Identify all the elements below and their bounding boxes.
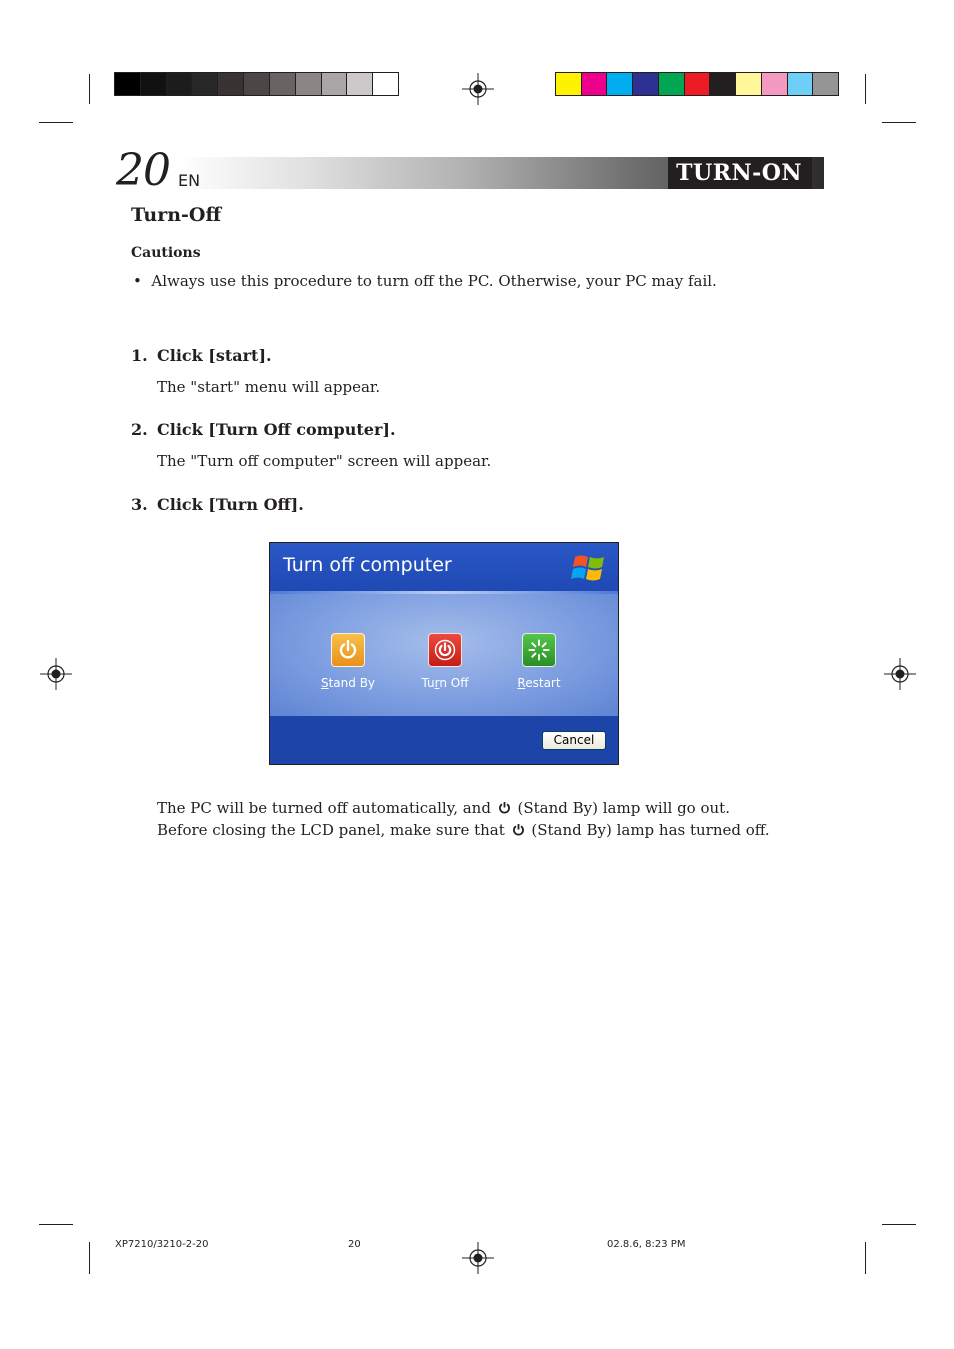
crop-mark <box>89 74 90 104</box>
color-swatch <box>192 73 218 95</box>
crop-mark <box>882 122 916 123</box>
step-number: 3. <box>131 495 148 514</box>
registration-mark-icon <box>462 1242 494 1274</box>
crop-mark <box>865 1242 866 1274</box>
cancel-button[interactable]: Cancel <box>542 731 606 750</box>
color-swatch <box>685 73 711 95</box>
color-swatch <box>607 73 633 95</box>
footer-timestamp: 02.8.6, 8:23 PM <box>607 1239 686 1250</box>
color-swatch <box>736 73 762 95</box>
registration-mark-icon <box>40 658 72 690</box>
step-title: Click [start]. <box>157 346 272 365</box>
registration-mark-icon <box>884 658 916 690</box>
registration-mark-icon <box>462 73 494 105</box>
color-swatch <box>373 73 398 95</box>
restart-label: Restart <box>517 676 561 690</box>
crop-mark <box>39 1224 73 1225</box>
turn-off-option[interactable] <box>400 633 490 690</box>
power-icon <box>428 633 462 667</box>
color-swatch <box>762 73 788 95</box>
windows-logo-icon <box>571 551 609 585</box>
step-title: Click [Turn Off]. <box>157 495 304 514</box>
crop-mark <box>865 74 866 104</box>
caution-text: Always use this procedure to turn off the PC. Otherwise, your PC may fail. <box>151 272 717 290</box>
dialog-title: Turn off computer <box>283 554 452 576</box>
stand-by-option[interactable] <box>303 633 393 690</box>
color-swatch <box>788 73 814 95</box>
step-number: 1. <box>131 346 148 365</box>
color-swatch <box>582 73 608 95</box>
step-1-desc: The "start" menu will appear. <box>157 378 381 396</box>
step-2 <box>131 420 396 439</box>
color-swatch <box>270 73 296 95</box>
color-swatch <box>659 73 685 95</box>
color-swatch <box>633 73 659 95</box>
closing-line-2: Before closing the LCD panel, make sure that (Stand By) lamp has turned off. <box>157 821 770 839</box>
crop-mark <box>39 122 73 123</box>
color-swatch <box>218 73 244 95</box>
page-title: Turn-Off <box>131 204 222 226</box>
standby-lamp-icon <box>498 801 511 814</box>
language-code: EN <box>178 171 201 190</box>
closing-line-1: The PC will be turned off automatically, and (Stand By) lamp will go out. <box>157 799 730 817</box>
bullet: • <box>133 272 152 290</box>
cautions-title: Cautions <box>131 245 201 261</box>
color-swatch <box>710 73 736 95</box>
section-title: TURN-ON <box>668 157 812 189</box>
color-swatch <box>322 73 348 95</box>
color-swatch <box>347 73 373 95</box>
restart-icon <box>522 633 556 667</box>
step-1 <box>131 346 272 365</box>
standby-lamp-icon <box>512 823 525 836</box>
footer-doc-code: XP7210/3210-2-20 <box>115 1239 209 1250</box>
color-swatch <box>813 73 838 95</box>
color-swatch <box>296 73 322 95</box>
turn-off-label: Turn Off <box>421 676 469 690</box>
standby-icon <box>331 633 365 667</box>
caution-item <box>133 272 717 290</box>
grayscale-bar <box>114 72 399 96</box>
restart-option[interactable] <box>494 633 584 690</box>
turn-off-computer-dialog <box>269 542 619 765</box>
crop-mark <box>882 1224 916 1225</box>
step-3 <box>131 495 304 514</box>
footer-page: 20 <box>348 1239 361 1250</box>
step-number: 2. <box>131 420 148 439</box>
color-swatch <box>141 73 167 95</box>
step-2-desc: The "Turn off computer" screen will appear. <box>157 452 492 470</box>
page-number: 20 <box>116 145 170 196</box>
crop-mark <box>89 1242 90 1274</box>
color-bar <box>555 72 839 96</box>
stand-by-label: Stand By <box>320 676 376 690</box>
header-gradient-bar <box>178 157 824 189</box>
color-swatch <box>244 73 270 95</box>
color-swatch <box>556 73 582 95</box>
step-title: Click [Turn Off computer]. <box>157 420 396 439</box>
color-swatch <box>115 73 141 95</box>
color-swatch <box>167 73 193 95</box>
